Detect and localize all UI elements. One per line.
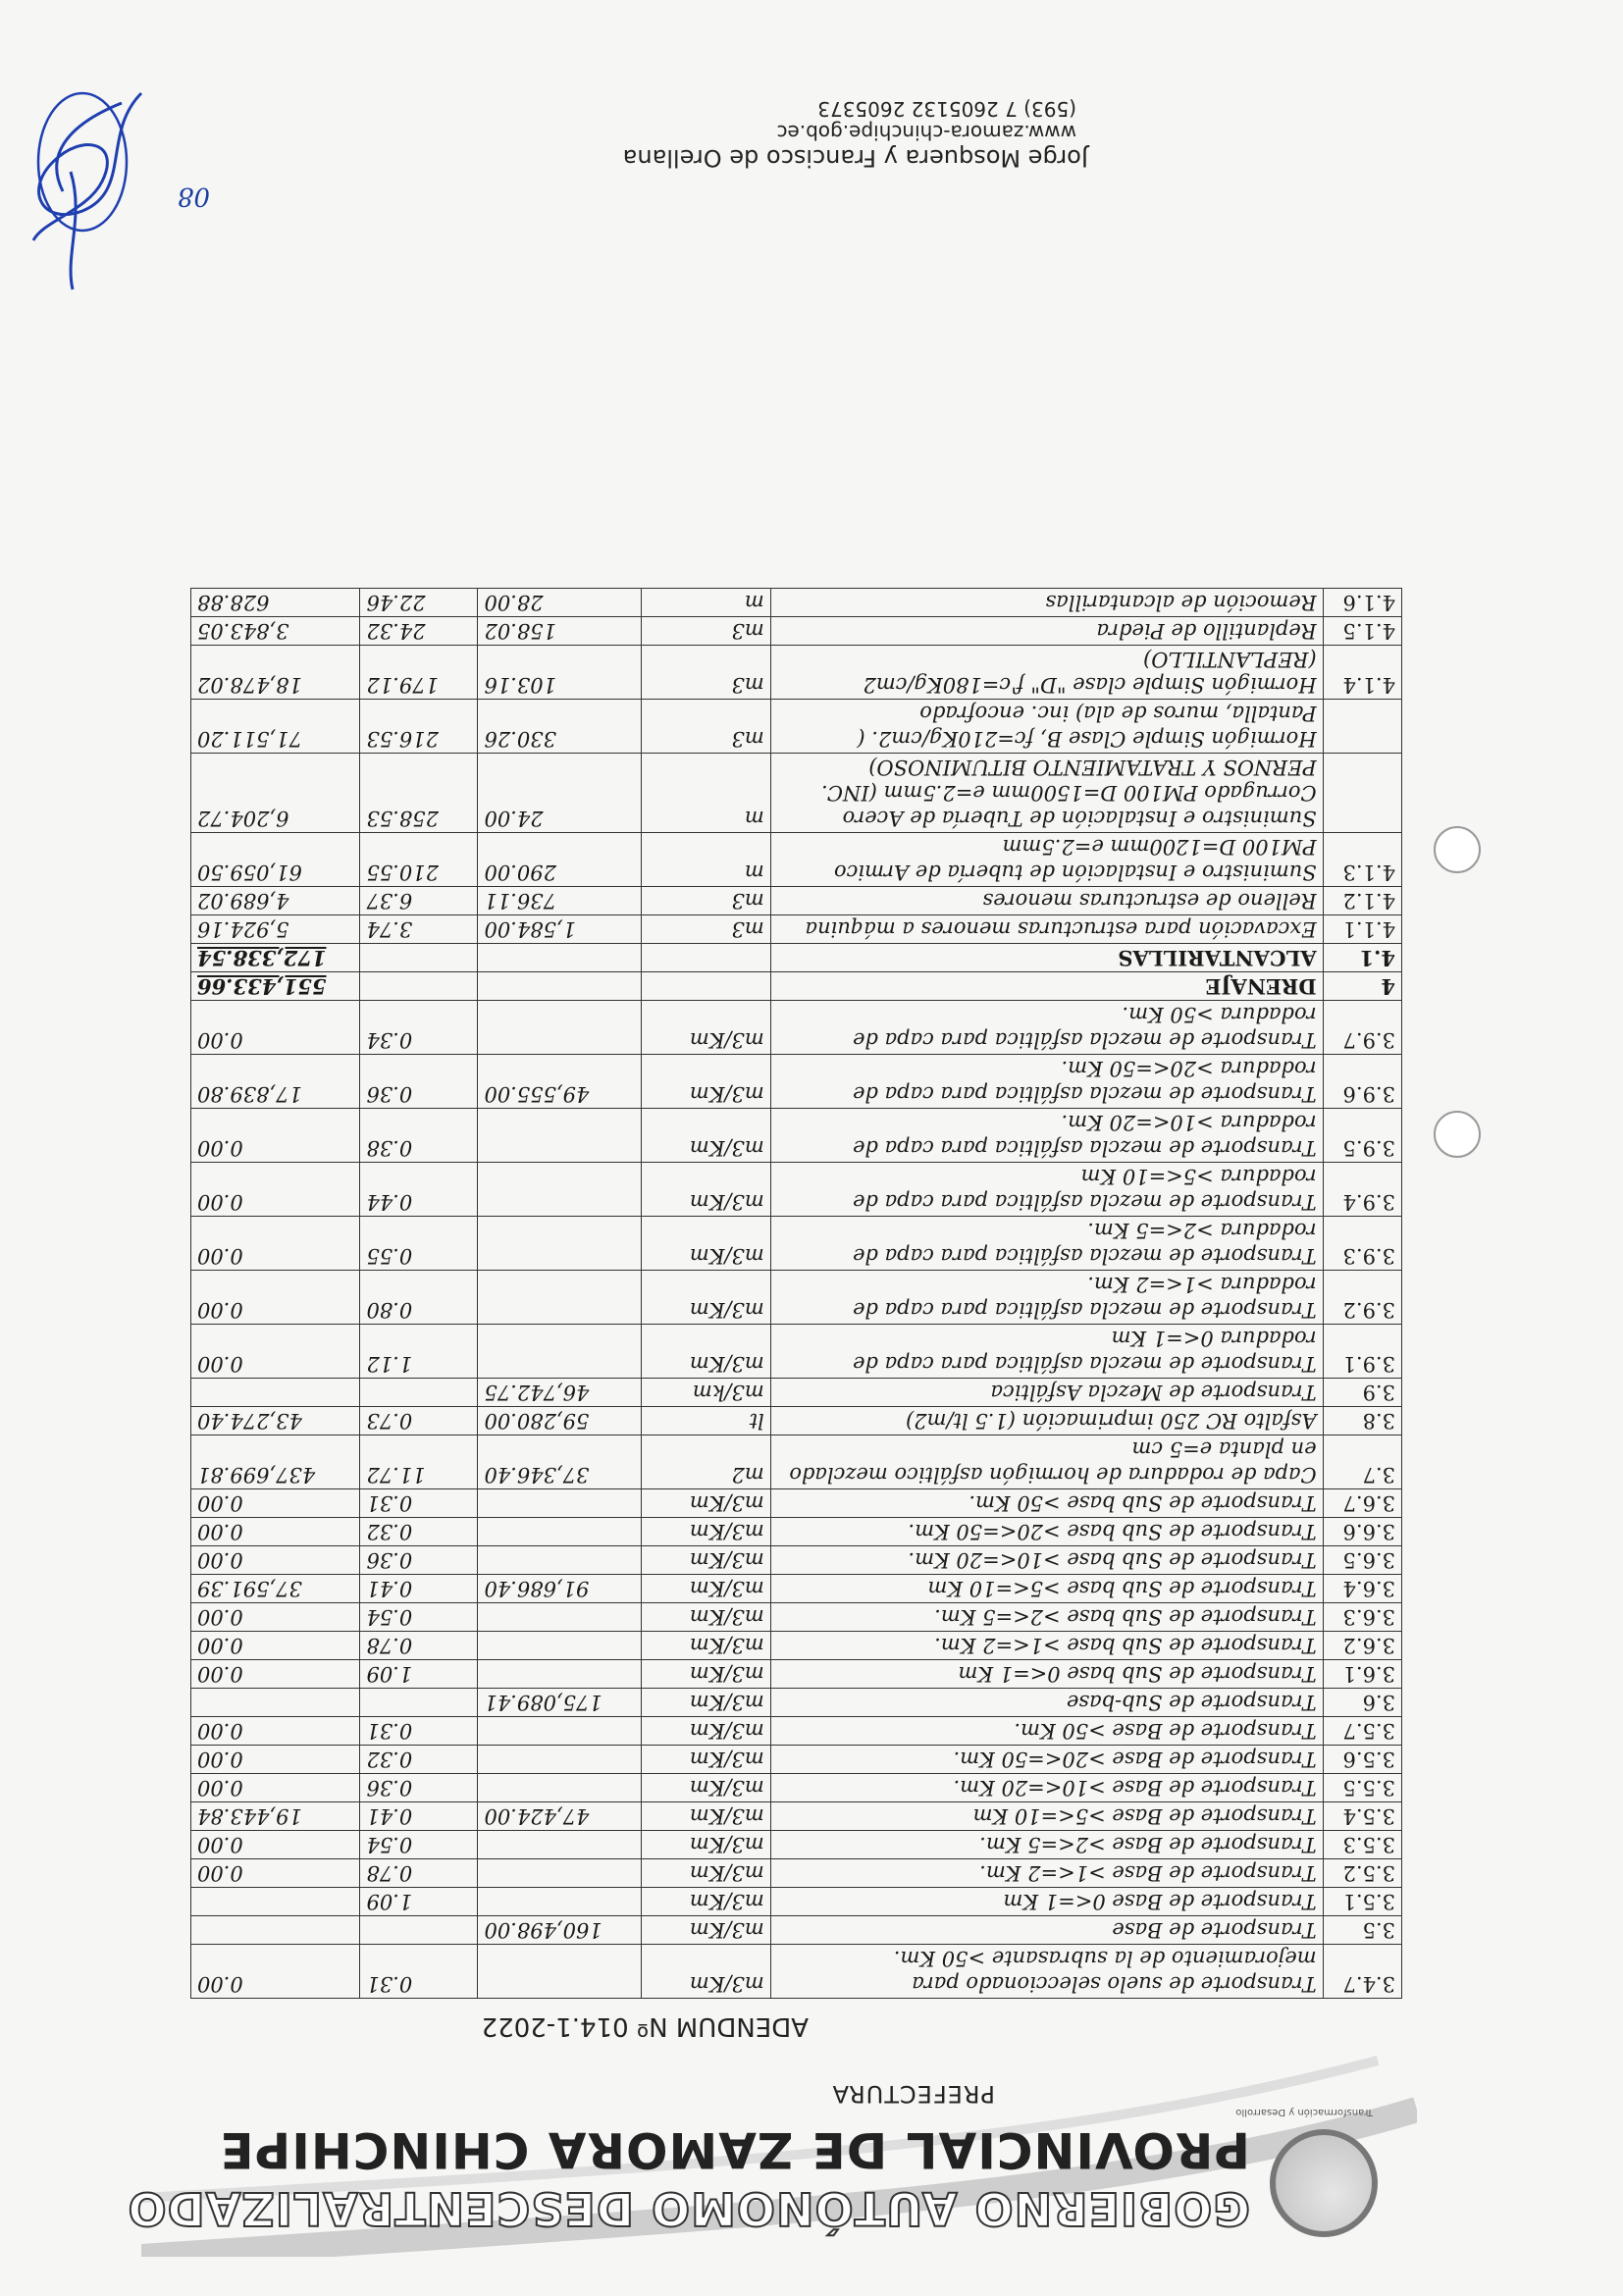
item-quantity — [478, 1746, 642, 1774]
item-total: 437,699.81 — [191, 1435, 360, 1489]
item-total: 5,924.16 — [191, 915, 360, 944]
item-total: 17,839.80 — [191, 1055, 360, 1109]
item-total: 0.00 — [191, 1001, 360, 1055]
item-description: Transporte de mezcla asfáltica para capa de rodadura >20<=50 Km. — [770, 1055, 1323, 1109]
item-quantity — [478, 1888, 642, 1916]
table-row — [191, 915, 1402, 944]
item-unit: m3/Km — [642, 1546, 771, 1575]
item-unit: m3/Km — [642, 1888, 771, 1916]
item-unit: m3/Km — [642, 1325, 771, 1379]
table-row — [191, 1802, 1402, 1831]
table-row — [191, 1603, 1402, 1632]
table-row — [191, 1435, 1402, 1489]
table-row — [191, 1888, 1402, 1916]
table-row — [191, 1632, 1402, 1660]
item-unit: m3 — [642, 617, 771, 646]
item-total: 172,338.54 — [191, 944, 360, 972]
item-code: 3.7 — [1323, 1435, 1401, 1489]
item-unit: m3/Km — [642, 1945, 771, 1999]
item-code: 3.5.6 — [1323, 1746, 1401, 1774]
item-total: 61,059.50 — [191, 833, 360, 887]
table-row — [191, 1407, 1402, 1435]
table-row — [191, 700, 1402, 754]
item-total: 0.00 — [191, 1831, 360, 1859]
item-description: ALCANTARILLAS — [770, 944, 1323, 972]
item-quantity: 330.26 — [478, 700, 642, 754]
item-total: 43,274.40 — [191, 1407, 360, 1435]
item-description: Transporte de mezcla asfáltica para capa de rodadura 0<=1 Km — [770, 1325, 1323, 1379]
item-unit-price: 0.32 — [360, 1746, 478, 1774]
item-unit-price: 0.36 — [360, 1055, 478, 1109]
item-quantity: 175,089.41 — [478, 1689, 642, 1717]
item-code: 3.6.1 — [1323, 1660, 1401, 1689]
item-description: Transporte de mezcla asfáltica para capa de rodadura >50 Km. — [770, 1001, 1323, 1055]
item-quantity — [478, 1163, 642, 1217]
item-total: 3,843.05 — [191, 617, 360, 646]
item-quantity: 160,498.00 — [478, 1916, 642, 1945]
footer-address: Jorge Mosquera y Francisco de Orellana — [622, 144, 1088, 172]
item-quantity: 736.11 — [478, 887, 642, 915]
item-quantity — [478, 1717, 642, 1746]
item-unit — [642, 972, 771, 1001]
item-unit-price: 0.31 — [360, 1717, 478, 1746]
item-total: 0.00 — [191, 1325, 360, 1379]
item-unit: m — [642, 589, 771, 617]
item-unit-price: 210.55 — [360, 833, 478, 887]
item-code: 4.1.3 — [1323, 833, 1401, 887]
item-code: 3.4.7 — [1323, 1945, 1401, 1999]
item-total: 0.00 — [191, 1518, 360, 1546]
item-code: 4.1.1 — [1323, 915, 1401, 944]
item-unit-price: 0.34 — [360, 1001, 478, 1055]
table-row — [191, 1945, 1402, 1999]
item-description: Transporte de Base — [770, 1916, 1323, 1945]
item-quantity — [478, 1489, 642, 1518]
table-row — [191, 1325, 1402, 1379]
item-total: 6,204.72 — [191, 754, 360, 833]
page-initials: 08 — [177, 182, 210, 211]
item-code: 4.1.2 — [1323, 887, 1401, 915]
item-total: 628.88 — [191, 589, 360, 617]
item-code: 3.9.1 — [1323, 1325, 1401, 1379]
item-total: 0.00 — [191, 1717, 360, 1746]
item-total — [191, 1888, 360, 1916]
item-code: 3.9.5 — [1323, 1109, 1401, 1163]
item-unit-price: 6.37 — [360, 887, 478, 915]
table-row — [191, 1163, 1402, 1217]
item-description: Transporte de mezcla asfáltica para capa de rodadura >5<=10 Km — [770, 1163, 1323, 1217]
item-quantity — [478, 1831, 642, 1859]
item-total — [191, 1379, 360, 1407]
item-description: Capa de rodadura de hormigón asfáltico mezclado en planta e=5 cm — [770, 1435, 1323, 1489]
item-unit-price: 0.54 — [360, 1603, 478, 1632]
item-quantity — [478, 944, 642, 972]
item-total: 0.00 — [191, 1109, 360, 1163]
item-total: 0.00 — [191, 1632, 360, 1660]
item-unit: m3/Km — [642, 1916, 771, 1945]
table-row — [191, 1717, 1402, 1746]
table-row — [191, 1109, 1402, 1163]
item-unit-price: 0.36 — [360, 1546, 478, 1575]
item-unit-price: 0.38 — [360, 1109, 478, 1163]
item-total: 0.00 — [191, 1774, 360, 1802]
item-unit-price: 11.72 — [360, 1435, 478, 1489]
table-row — [191, 833, 1402, 887]
table-row — [191, 754, 1402, 833]
item-unit: m3/Km — [642, 1746, 771, 1774]
item-total: 18,478.02 — [191, 646, 360, 700]
table-row — [191, 1055, 1402, 1109]
item-code: 4.1 — [1323, 944, 1401, 972]
item-code: 3.5 — [1323, 1916, 1401, 1945]
item-code: 3.9.4 — [1323, 1163, 1401, 1217]
item-quantity: 49,555.00 — [478, 1055, 642, 1109]
item-description: Transporte de Base >1<=2 Km. — [770, 1859, 1323, 1888]
table-row — [191, 1774, 1402, 1802]
item-unit: m3/Km — [642, 1774, 771, 1802]
item-description: DRENAJE — [770, 972, 1323, 1001]
table-row — [191, 617, 1402, 646]
item-unit-price: 0.78 — [360, 1859, 478, 1888]
item-code — [1323, 700, 1401, 754]
table-row — [191, 1660, 1402, 1689]
ink-mark — [53, 167, 92, 294]
item-code: 3.5.3 — [1323, 1831, 1401, 1859]
org-slogan: Transformación y Desarrollo — [1235, 2107, 1373, 2117]
item-unit-price: 0.55 — [360, 1217, 478, 1271]
table-row — [191, 646, 1402, 700]
item-total: 37,591.39 — [191, 1575, 360, 1603]
table-row — [191, 1379, 1402, 1407]
item-code — [1323, 754, 1401, 833]
table-row — [191, 887, 1402, 915]
item-code: 3.6.5 — [1323, 1546, 1401, 1575]
table-row — [191, 1831, 1402, 1859]
item-description: Transporte de Sub base >5<=10 Km — [770, 1575, 1323, 1603]
item-description: Transporte de Sub base >20<=50 Km. — [770, 1518, 1323, 1546]
item-quantity — [478, 1518, 642, 1546]
item-unit: m3/Km — [642, 1489, 771, 1518]
item-unit-price: 0.54 — [360, 1831, 478, 1859]
item-description: Transporte de Mezcla Asfáltica — [770, 1379, 1323, 1407]
item-quantity: 1,584.00 — [478, 915, 642, 944]
table-row — [191, 1859, 1402, 1888]
item-unit-price: 0.41 — [360, 1802, 478, 1831]
table-row — [191, 1546, 1402, 1575]
table-row — [191, 1271, 1402, 1325]
item-total: 0.00 — [191, 1746, 360, 1774]
item-unit-price: 258.53 — [360, 754, 478, 833]
item-unit: m3/Km — [642, 1001, 771, 1055]
item-code: 3.6.6 — [1323, 1518, 1401, 1546]
item-code: 3.6.2 — [1323, 1632, 1401, 1660]
item-unit: m3/Km — [642, 1632, 771, 1660]
item-quantity: 24.00 — [478, 754, 642, 833]
item-unit-price: 1.09 — [360, 1660, 478, 1689]
punch-hole-2 — [1434, 826, 1481, 873]
item-unit: m3/Km — [642, 1831, 771, 1859]
item-total: 551,433.66 — [191, 972, 360, 1001]
item-unit: m3/Km — [642, 1660, 771, 1689]
item-code: 3.6.4 — [1323, 1575, 1401, 1603]
item-quantity: 158.02 — [478, 617, 642, 646]
item-unit-price: 24.32 — [360, 617, 478, 646]
item-total: 0.00 — [191, 1945, 360, 1999]
item-unit: m3/km — [642, 1379, 771, 1407]
item-description: Suministro e Instalación de tubería de Armico PM100 D=1200mm e=2.5mm — [770, 833, 1323, 887]
item-description: Transporte de Base >2<=5 Km. — [770, 1831, 1323, 1859]
footer-website: www.zamora-chinchipe.gob.ec — [776, 121, 1076, 144]
section-row — [191, 944, 1402, 972]
item-description: Transporte de suelo seleccionado para mejoramiento de la subrasante >50 Km. — [770, 1945, 1323, 1999]
item-quantity: 47,424.00 — [478, 1802, 642, 1831]
item-code: 4.1.4 — [1323, 646, 1401, 700]
item-unit: m3/Km — [642, 1055, 771, 1109]
item-total: 0.00 — [191, 1546, 360, 1575]
item-unit: m3/Km — [642, 1518, 771, 1546]
item-unit-price: 3.74 — [360, 915, 478, 944]
budget-table — [190, 588, 1402, 1999]
item-unit-price: 1.12 — [360, 1325, 478, 1379]
table-row — [191, 589, 1402, 617]
item-description: Transporte de Base 0<=1 Km — [770, 1888, 1323, 1916]
item-unit — [642, 944, 771, 972]
item-quantity — [478, 1271, 642, 1325]
org-name-line2: PROVINCIAL DE ZAMORA CHINCHIPE — [219, 2121, 1250, 2178]
item-code: 3.5.2 — [1323, 1859, 1401, 1888]
item-description: Transporte de mezcla asfáltica para capa de rodadura >1<=2 Km. — [770, 1271, 1323, 1325]
item-unit-price: 0.73 — [360, 1407, 478, 1435]
item-unit-price: 0.31 — [360, 1945, 478, 1999]
item-quantity: 59,280.00 — [478, 1407, 642, 1435]
addendum-number: ADENDUM Nº 014.1-2022 — [481, 2011, 809, 2041]
item-unit: m3/Km — [642, 1217, 771, 1271]
item-total: 0.00 — [191, 1859, 360, 1888]
item-total: 71,511.20 — [191, 700, 360, 754]
item-code: 3.5.5 — [1323, 1774, 1401, 1802]
budget-table-body — [191, 589, 1402, 1999]
item-code: 3.9.7 — [1323, 1001, 1401, 1055]
item-unit-price: 0.44 — [360, 1163, 478, 1217]
item-description: Transporte de Base >20<=50 Km. — [770, 1746, 1323, 1774]
item-unit: m3/Km — [642, 1575, 771, 1603]
item-total: 4,689.02 — [191, 887, 360, 915]
item-description: Relleno de estructuras menores — [770, 887, 1323, 915]
footer-phone: (593) 7 2605132 2605373 — [817, 97, 1076, 121]
item-description: Transporte de Base >5<=10 Km — [770, 1802, 1323, 1831]
item-total: 0.00 — [191, 1660, 360, 1689]
item-code: 4.1.5 — [1323, 617, 1401, 646]
item-unit: m — [642, 754, 771, 833]
item-unit-price: 179.12 — [360, 646, 478, 700]
item-quantity — [478, 1217, 642, 1271]
item-quantity — [478, 1945, 642, 1999]
table-row — [191, 1489, 1402, 1518]
item-total: 0.00 — [191, 1489, 360, 1518]
item-unit: m3 — [642, 646, 771, 700]
table-row — [191, 1689, 1402, 1717]
org-name-line1: GOBIERNO AUTÓNOMO DESCENTRALIZADO — [127, 2182, 1250, 2235]
item-description: Hormigón Simple clase "D" f'c=180Kg/cm2 (REPLANTILLO) — [770, 646, 1323, 700]
item-quantity — [478, 1109, 642, 1163]
item-unit-price: 22.46 — [360, 589, 478, 617]
table-row — [191, 1916, 1402, 1945]
item-unit-price: 216.53 — [360, 700, 478, 754]
item-code: 4 — [1323, 972, 1401, 1001]
item-unit: m2 — [642, 1435, 771, 1489]
item-quantity — [478, 1859, 642, 1888]
item-unit: m3/Km — [642, 1802, 771, 1831]
item-total: 19,443.84 — [191, 1802, 360, 1831]
item-unit: m3 — [642, 887, 771, 915]
org-prefectura: PREFECTURA — [831, 2080, 995, 2108]
item-quantity — [478, 1632, 642, 1660]
item-unit-price — [360, 944, 478, 972]
item-unit-price — [360, 1916, 478, 1945]
item-description: Transporte de Sub-base — [770, 1689, 1323, 1717]
footer — [623, 97, 1088, 172]
item-quantity — [478, 1546, 642, 1575]
item-quantity — [478, 1660, 642, 1689]
item-description: Transporte de Sub base >50 Km. — [770, 1489, 1323, 1518]
item-unit: m3/Km — [642, 1163, 771, 1217]
item-description: Transporte de mezcla asfáltica para capa de rodadura >2<=5 Km. — [770, 1217, 1323, 1271]
item-code: 3.5.1 — [1323, 1888, 1401, 1916]
item-description: Remoción de alcantarillas — [770, 589, 1323, 617]
item-total: 0.00 — [191, 1217, 360, 1271]
prefecture-logo — [1270, 2129, 1378, 2237]
item-description: Excavación para estructuras menores a máquina — [770, 915, 1323, 944]
item-quantity — [478, 1774, 642, 1802]
item-unit-price: 0.36 — [360, 1774, 478, 1802]
item-unit: m3/Km — [642, 1717, 771, 1746]
item-unit-price — [360, 972, 478, 1001]
item-unit-price: 0.32 — [360, 1518, 478, 1546]
item-description: Transporte de Base >50 Km. — [770, 1717, 1323, 1746]
item-code: 3.9 — [1323, 1379, 1401, 1407]
item-code: 3.8 — [1323, 1407, 1401, 1435]
item-description: Transporte de Sub base >1<=2 Km. — [770, 1632, 1323, 1660]
item-quantity: 290.00 — [478, 833, 642, 887]
item-unit-price: 1.09 — [360, 1888, 478, 1916]
item-description: Transporte de mezcla asfáltica para capa de rodadura >10<=20 Km. — [770, 1109, 1323, 1163]
table-row — [191, 1518, 1402, 1546]
item-code: 3.9.3 — [1323, 1217, 1401, 1271]
item-quantity: 37,346.40 — [478, 1435, 642, 1489]
table-row — [191, 1746, 1402, 1774]
item-unit: m3/Km — [642, 1603, 771, 1632]
table-row — [191, 1001, 1402, 1055]
item-code: 3.9.6 — [1323, 1055, 1401, 1109]
item-quantity: 91,686.40 — [478, 1575, 642, 1603]
item-unit: m3 — [642, 700, 771, 754]
item-quantity: 46,742.75 — [478, 1379, 642, 1407]
item-unit-price: 0.80 — [360, 1271, 478, 1325]
item-unit: m3 — [642, 915, 771, 944]
item-code: 3.9.2 — [1323, 1271, 1401, 1325]
item-description: Transporte de Base >10<=20 Km. — [770, 1774, 1323, 1802]
item-unit-price — [360, 1689, 478, 1717]
item-unit: lt — [642, 1407, 771, 1435]
item-total: 0.00 — [191, 1271, 360, 1325]
item-description: Replantillo de Piedra — [770, 617, 1323, 646]
item-quantity — [478, 1603, 642, 1632]
item-code: 4.1.6 — [1323, 589, 1401, 617]
item-code: 3.5.4 — [1323, 1802, 1401, 1831]
item-unit: m3/Km — [642, 1109, 771, 1163]
item-description: Suministro e Instalación de Tubería de Acero Corrugado PM100 D=1500mm e=2.5mm (INC. PERNOS Y TRATAMIENTO BITUMINOSO) — [770, 754, 1323, 833]
item-quantity — [478, 972, 642, 1001]
item-total: 0.00 — [191, 1163, 360, 1217]
item-description: Transporte de Sub base >2<=5 Km. — [770, 1603, 1323, 1632]
item-code: 3.6 — [1323, 1689, 1401, 1717]
item-quantity: 28.00 — [478, 589, 642, 617]
punch-hole-1 — [1434, 1111, 1481, 1158]
item-quantity: 103.16 — [478, 646, 642, 700]
item-description: Transporte de Sub base 0<=1 Km — [770, 1660, 1323, 1689]
item-unit: m — [642, 833, 771, 887]
item-code: 3.6.7 — [1323, 1489, 1401, 1518]
item-total — [191, 1689, 360, 1717]
item-code: 3.5.7 — [1323, 1717, 1401, 1746]
item-total — [191, 1916, 360, 1945]
item-quantity — [478, 1001, 642, 1055]
item-unit-price: 0.31 — [360, 1489, 478, 1518]
item-unit-price: 0.78 — [360, 1632, 478, 1660]
item-unit: m3/Km — [642, 1859, 771, 1888]
table-row — [191, 1217, 1402, 1271]
item-quantity — [478, 1325, 642, 1379]
item-code: 3.6.3 — [1323, 1603, 1401, 1632]
item-unit: m3/Km — [642, 1271, 771, 1325]
item-description: Hormigón Simple Clase B, fc=210Kg/cm2. ( Pantalla, muros de ala) inc. encofrado — [770, 700, 1323, 754]
table-row — [191, 1575, 1402, 1603]
item-unit: m3/Km — [642, 1689, 771, 1717]
item-description: Asfalto RC 250 imprimación (1.5 lt/m2) — [770, 1407, 1323, 1435]
item-total: 0.00 — [191, 1603, 360, 1632]
item-description: Transporte de Sub base >10<=20 Km. — [770, 1546, 1323, 1575]
section-row — [191, 972, 1402, 1001]
item-unit-price: 0.41 — [360, 1575, 478, 1603]
item-unit-price — [360, 1379, 478, 1407]
